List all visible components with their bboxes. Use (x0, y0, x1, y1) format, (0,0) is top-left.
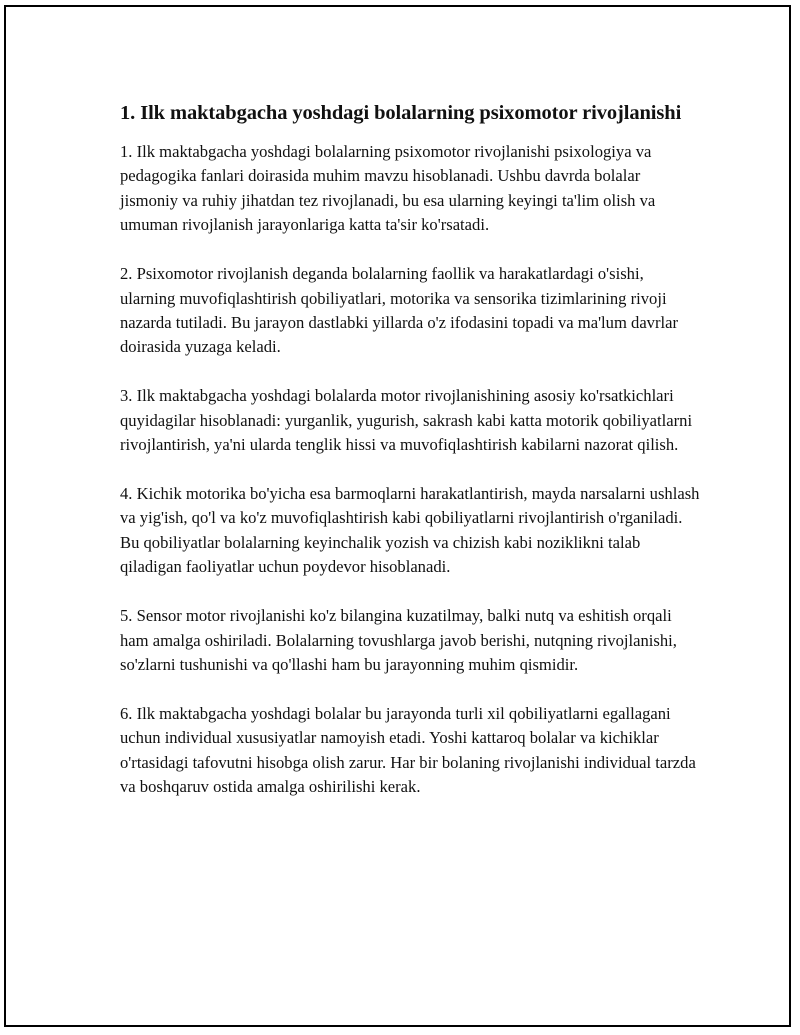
paragraph-6: 6. Ilk maktabgacha yoshdagi bolalar bu jarayonda turli xil qobiliyatlarni egallagani uchun individual xususiyatlar namoyish etadi. Yoshi kattaroq bolalar va kichiklar o'rtasidagi tafovutni hisobga olish zarur. Har bir bolaning rivojlanishi individual tarzda va boshqaruv ostida amalga oshirilishi kerak. (120, 703, 696, 797)
document-body (120, 99, 700, 824)
document-title: 1. Ilk maktabgacha yoshdagi bolalarning psixomotor rivojlanishi (120, 102, 682, 124)
paragraph-5: 5. Sensor motor rivojlanishi ko'z bilangina kuzatilmay, balki nutq va eshitish orqali ham amalga oshiriladi. Bolalarning tovushlarga javob berishi, nutqning rivojlanishi, so'zlarni tushunishi va qo'llashi ham bu jarayonning muhim qismidir. (120, 606, 677, 674)
paragraph-3: 3. Ilk maktabgacha yoshdagi bolalarda motor rivojlanishining asosiy ko'rsatkichlari quyidagilar hisoblanadi: yurganlik, yugurish, sakrash kabi katta motorik qobiliyatlarni rivojlantirish, ya'ni ularda tenglik hissi va muvofiqlashtirish kabilarni nazorat qilish. (120, 386, 693, 455)
paragraph-4: 4. Kichik motorika bo'yicha esa barmoqlarni harakatlantirish, mayda narsalarni ushlash va yig'ish, qo'l va ko'z muvofiqlashtirish kabi qobiliyatlarni rivojlantirish o'rganiladi. Bu qobiliyatlar bolalarning keyinchalik yozish va chizish kabi noziklikni talab qiladigan faoliyatlar uchun poydevor hisoblanadi. (120, 483, 700, 577)
paragraph-2: 2. Psixomotor rivojlanish deganda bolalarning faollik va harakatlardagi o'sishi, ularning muvofiqlashtirish qobiliyatlari, motorika va sensorika tizimlarining rivoji nazarda tutiladi. Bu jarayon dastlabki yillarda o'z ifodasini topadi va ma'lum davrlar doirasida yuzaga keladi. (120, 264, 679, 357)
paragraph-1: 1. Ilk maktabgacha yoshdagi bolalarning psixomotor rivojlanishi psixologiya va pedagogika fanlari doirasida muhim mavzu hisoblanadi. Ushbu davrda bolalar jismoniy va ruhiy jihatdan tez rivojlanadi, bu esa ularning keyingi ta'lim olish va umuman rivojlanish jarayonlariga katta ta'sir ko'rsatadi. (120, 142, 656, 235)
page-frame (4, 5, 791, 1027)
